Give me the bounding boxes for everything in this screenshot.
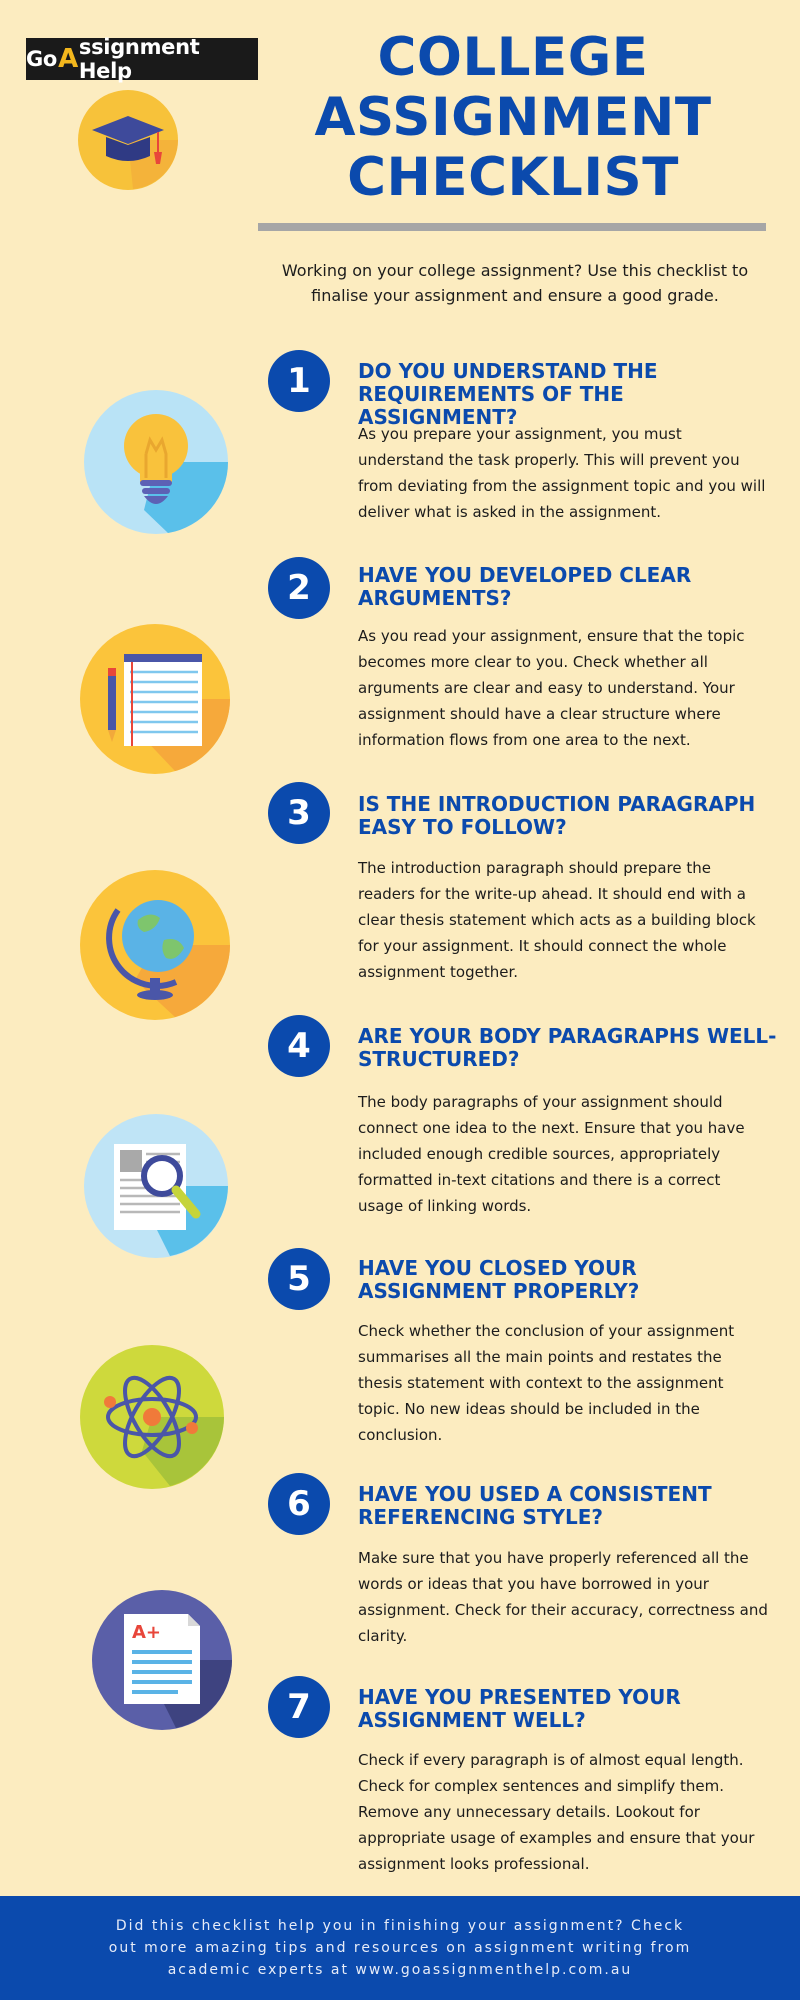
step-number-7: 7 [268,1676,330,1738]
title-divider [258,223,766,231]
step-question-7: HAVE YOU PRESENTED YOUR ASSIGNMENT WELL? [358,1685,681,1732]
step-number-1: 1 [268,350,330,412]
step-question-5: HAVE YOU CLOSED YOUR ASSIGNMENT PROPERLY? [358,1256,640,1303]
step-number-2: 2 [268,557,330,619]
notepad-icon [80,624,230,774]
step-body-3: The introduction paragraph should prepare the readers for the write-up ahead. It should end with a clear thesis statement which acts as a building block for your assignment. It should connect the whole assignment together. [358,859,756,981]
step-question-1: DO YOU UNDERSTAND THE REQUIREMENTS OF THE ASSIGNMENT? [358,359,658,429]
title-line-2: ASSIGNMENT [314,87,712,148]
brand-logo [26,35,258,83]
title-line-1: COLLEGE [377,27,649,88]
footer-banner [0,1896,800,2000]
step-number-4: 4 [268,1015,330,1077]
step-question-4: ARE YOUR BODY PARAGRAPHS WELL-STRUCTURED? [358,1024,777,1071]
step-body-1: As you prepare your assignment, you must understand the task properly. This will prevent you from deviating from the assignment topic and you will deliver what is asked in the assignment. [358,425,766,521]
logo-text-pre: Go [26,47,58,71]
title-line-3: CHECKLIST [347,147,679,208]
step-number-3: 3 [268,782,330,844]
footer-text: Did this checklist help you in finishing your assignment? Check out more amazing tips and resources on assignment writing from academic experts at www.goassignmenthelp.com.au [108,1918,692,1978]
page-title [258,28,768,208]
logo-a-mark: A [58,44,78,74]
intro-text: Working on your college assignment? Use this checklist to finalise your assignment and ensure a good grade. [281,261,749,305]
step-body-2: As you read your assignment, ensure that the topic becomes more clear to you. Check whether all arguments are clear and easy to understand. Your assignment should have a clear structure where information flows from one area to the next. [358,627,745,749]
magnifier-document-icon [84,1114,228,1258]
atom-icon [80,1345,224,1489]
globe-icon [80,870,230,1020]
lightbulb-icon [84,390,228,534]
step-body-6: Make sure that you have properly referenced all the words or ideas that you have borrowed in your assignment. Check for their accuracy, correctness and clarity. [358,1549,768,1645]
graded-paper-icon [92,1590,232,1730]
logo-text-post: ssignment Help [78,35,200,83]
step-question-6: HAVE YOU USED A CONSISTENT REFERENCING STYLE? [358,1482,712,1529]
step-question-2: HAVE YOU DEVELOPED CLEAR ARGUMENTS? [358,563,692,610]
grade-mark: A+ [132,1622,162,1643]
step-body-4: The body paragraphs of your assignment should connect one idea to the next. Ensure that you have included enough credible sources, appropriately formatted in-text citations and there is a correct usage of linking words. [358,1093,745,1215]
step-question-3: IS THE INTRODUCTION PARAGRAPH EASY TO FOLLOW? [358,792,756,839]
graduation-cap-icon [78,90,178,190]
step-body-7: Check if every paragraph is of almost equal length. Check for complex sentences and simplify them. Remove any unnecessary details. Lookout for appropriate usage of examples and ensure that your assignment looks professional. [358,1751,755,1873]
step-number-6: 6 [268,1473,330,1535]
step-body-5: Check whether the conclusion of your assignment summarises all the main points and restates the thesis statement with context to the assignment topic. No new ideas should be included in the conclusion. [358,1322,735,1444]
step-number-5: 5 [268,1248,330,1310]
